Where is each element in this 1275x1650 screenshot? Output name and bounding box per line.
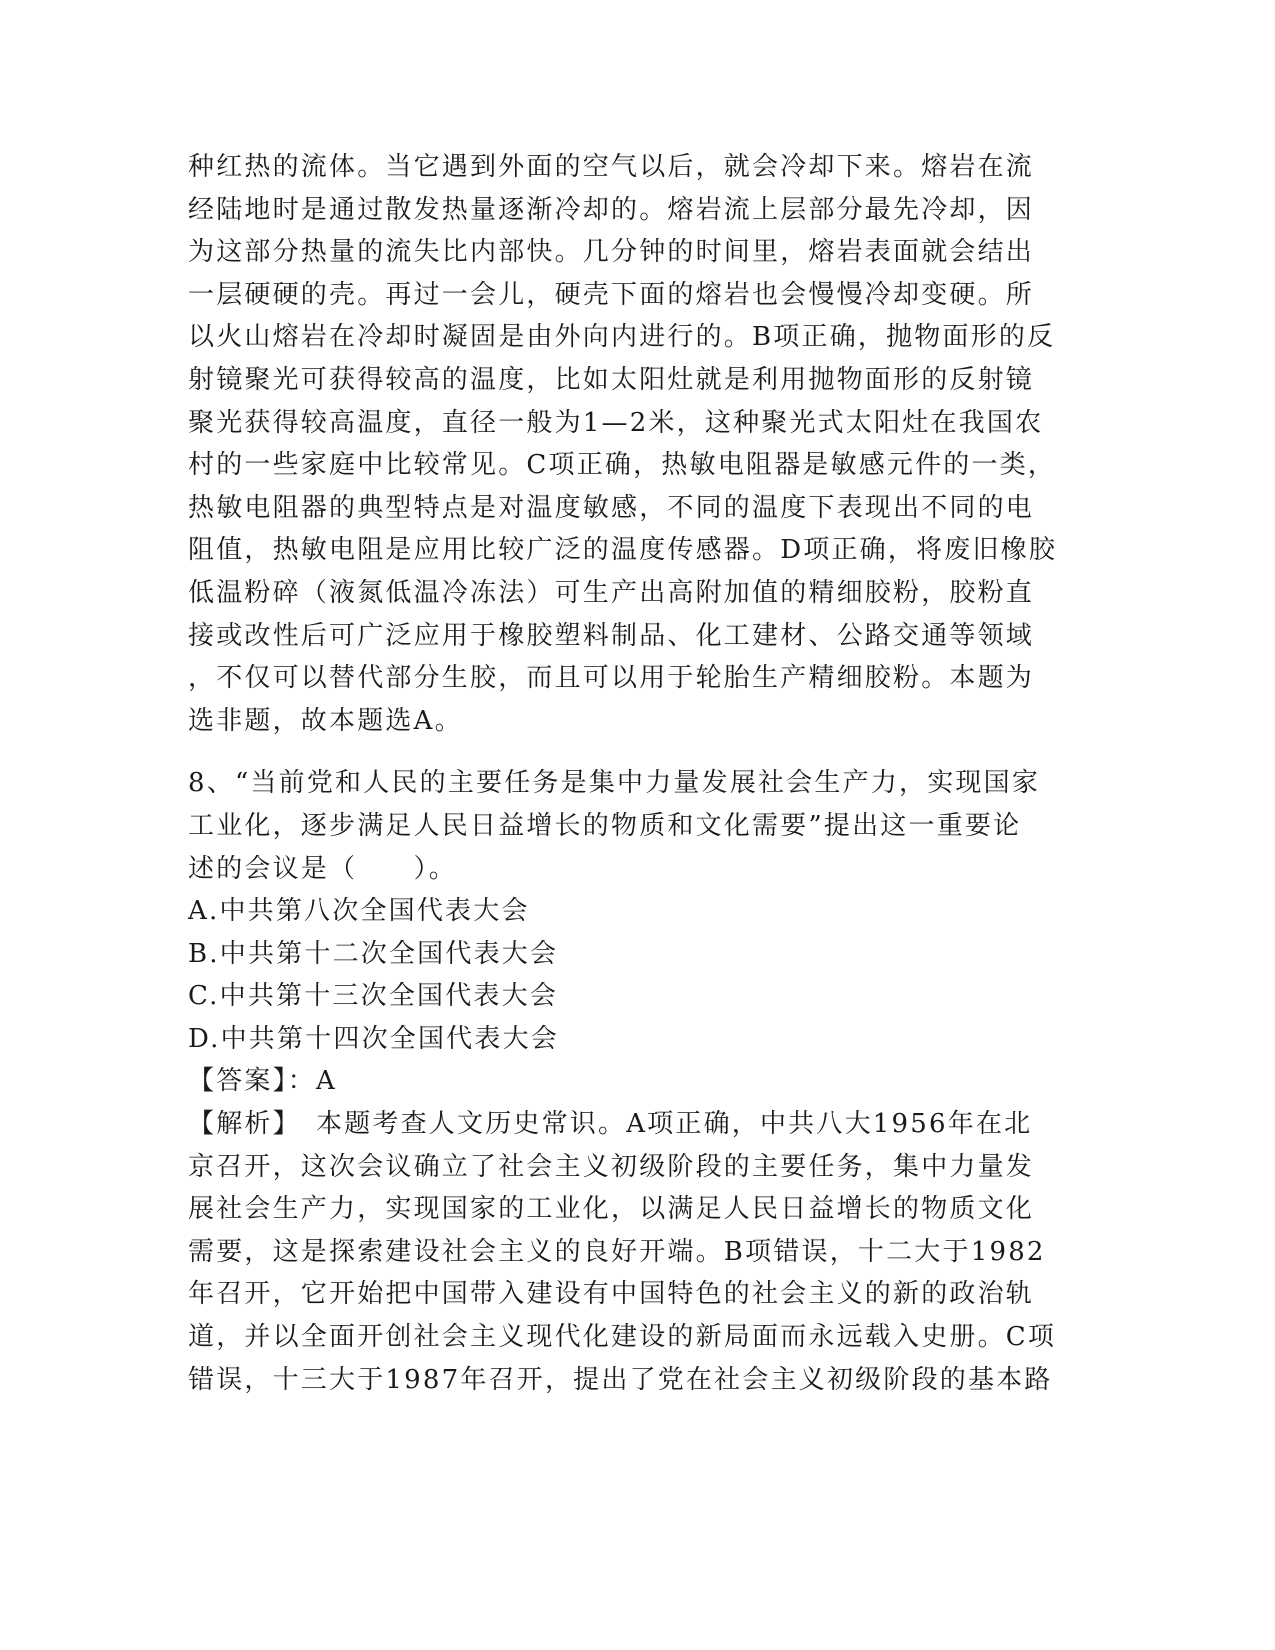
- question-line: 8、“当前党和人民的主要任务是集中力量发展社会生产力，实现国家: [188, 768, 1041, 799]
- text-line: 阻值，热敏电阻是应用比较广泛的温度传感器。D项正确，将废旧橡胶: [188, 535, 1058, 566]
- question-8: [188, 762, 1088, 1401]
- explanation-line: 【解析】 本题考查人文历史常识。A项正确，中共八大1956年在北: [188, 1109, 1033, 1140]
- explanation-line: 京召开，这次会议确立了社会主义初级阶段的主要任务，集中力量发: [188, 1151, 1035, 1182]
- text-line: 热敏电阻器的典型特点是对温度敏感，不同的温度下表现出不同的电: [188, 492, 1035, 523]
- text-line: 一层硬硬的壳。再过一会儿，硬壳下面的熔岩也会慢慢冷却变硬。所: [188, 279, 1035, 310]
- option-c: C.中共第十三次全国代表大会: [188, 981, 559, 1012]
- question-stem: [188, 762, 1088, 890]
- text-line: 低温粉碎（液氮低温冷冻法）可生产出高附加值的精细胶粉，胶粉直: [188, 577, 1035, 608]
- option-a: A.中共第八次全国代表大会: [188, 896, 530, 927]
- text-line: 射镜聚光可获得较高的温度，比如太阳灶就是利用抛物面形的反射镜: [188, 364, 1035, 395]
- paragraph-gap: [188, 742, 1088, 762]
- text-line: ，不仅可以替代部分生胶，而且可以用于轮胎生产精细胶粉。本题为: [188, 663, 1035, 694]
- explanation-line: 错误，十三大于1987年召开，提出了党在社会主义初级阶段的基本路: [188, 1364, 1053, 1395]
- question-line: 工业化，逐步满足人民日益增长的物质和文化需要”提出这一重要论: [188, 810, 1022, 841]
- text-line: 种红热的流体。当它遇到外面的空气以后，就会冷却下来。熔岩在流: [188, 152, 1035, 182]
- question-options: [188, 890, 1088, 1060]
- previous-explanation: [188, 146, 1088, 742]
- explanation-line: 年召开，它开始把中国带入建设有中国特色的社会主义的新的政治轨: [188, 1279, 1035, 1310]
- text-line: 接或改性后可广泛应用于橡胶塑料制品、化工建材、公路交通等领域: [188, 620, 1035, 651]
- explanation-line: 需要，这是探索建设社会主义的良好开端。B项错误，十二大于1982: [188, 1236, 1046, 1267]
- page-content: [188, 146, 1088, 1401]
- answer-line: 【答案】：A: [188, 1066, 337, 1097]
- option-b: B.中共第十二次全国代表大会: [188, 938, 559, 969]
- text-line: 村的一些家庭中比较常见。C项正确，热敏电阻器是敏感元件的一类，: [188, 450, 1057, 481]
- text-line: 以火山熔岩在冷却时凝固是由外向内进行的。B项正确，抛物面形的反: [188, 322, 1056, 353]
- text-line: 为这部分热量的流失比内部快。几分钟的时间里，熔岩表面就会结出: [188, 237, 1035, 268]
- explanation-line: 道，并以全面开创社会主义现代化建设的新局面而永远载入史册。C项: [188, 1322, 1057, 1353]
- text-line: 聚光获得较高温度，直径一般为1—2米，这种聚光式太阳灶在我国农: [188, 407, 1044, 438]
- option-d: D.中共第十四次全国代表大会: [188, 1023, 559, 1054]
- explanation-line: 展社会生产力，实现国家的工业化，以满足人民日益增长的物质文化: [188, 1194, 1035, 1225]
- text-line: 选非题，故本题选A。: [188, 705, 463, 736]
- question-explanation: [188, 1103, 1088, 1401]
- question-line: 述的会议是（ ）。: [188, 853, 458, 884]
- text-line: 经陆地时是通过散发热量逐渐冷却的。熔岩流上层部分最先冷却，因: [188, 194, 1035, 225]
